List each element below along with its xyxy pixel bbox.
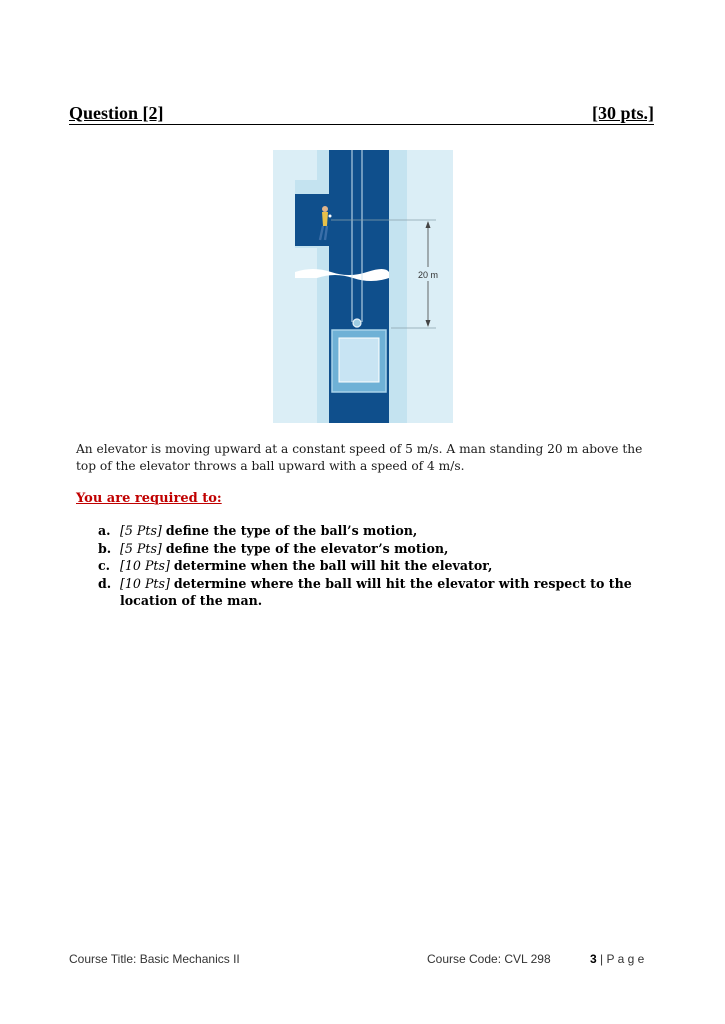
pulley [353, 319, 361, 327]
task-points: [10 Pts] [120, 558, 170, 573]
ball [329, 215, 332, 218]
problem-statement: An elevator is moving upward at a constant speed of 5 m/s. A man standing 20 m above the top of the elevator throws a ball upward with a speed of 4 m/s. [76, 442, 643, 473]
elevator-figure [273, 150, 453, 423]
task-letter: a. [98, 523, 111, 538]
course-title: Course Title: Basic Mechanics II [69, 952, 240, 966]
course-code: Course Code: CVL 298 [427, 952, 551, 966]
page-label: | P a g e [596, 952, 645, 966]
man-body [322, 212, 328, 226]
task-item [98, 575, 638, 610]
task-letter: d. [98, 575, 112, 591]
required-heading: You are required to: [76, 491, 222, 506]
task-item [98, 540, 638, 558]
task-letter: c. [98, 558, 111, 573]
question-title: Question [2] [69, 103, 164, 123]
task-text: determine when the ball will hit the elevator, [173, 558, 493, 573]
question-header [69, 102, 654, 125]
task-item [98, 522, 638, 540]
task-text: define the type of the elevator’s motion, [165, 540, 449, 556]
task-points: [5 Pts] [120, 523, 162, 538]
task-letter: b. [98, 540, 112, 556]
task-item [98, 557, 638, 575]
question-points: [30 pts.] [592, 103, 654, 123]
task-text: define the type of the ball’s motion, [165, 523, 418, 538]
distance-label: 20 m [417, 270, 439, 280]
task-text: determine where the ball will hit the elevator with respect to the location of the man. [120, 575, 632, 608]
task-list [98, 522, 638, 610]
task-points: [10 Pts] [120, 575, 170, 591]
man-head [322, 206, 328, 212]
page-number: 3 [590, 952, 597, 966]
page-indicator [590, 952, 644, 966]
elevator-window [339, 338, 379, 382]
task-points: [5 Pts] [120, 540, 162, 556]
